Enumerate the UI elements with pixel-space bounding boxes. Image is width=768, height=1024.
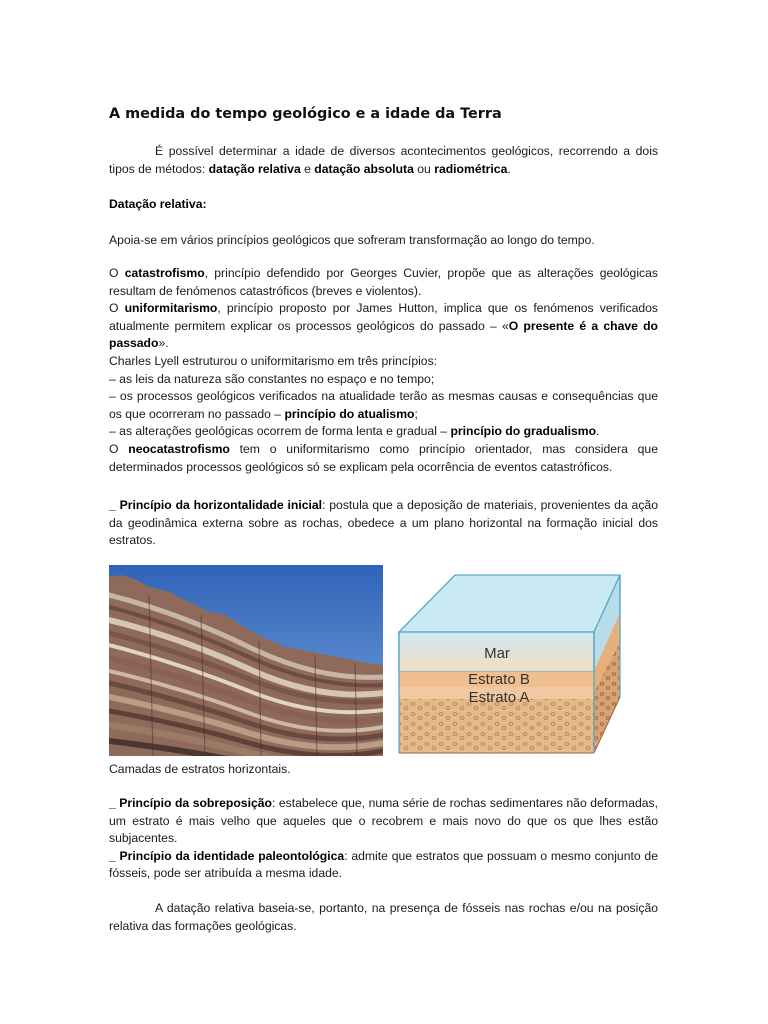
horizontalidade-text: : postula que a deposição de materiais, provenientes da ação da geodinâmica externa sobre as rochas, obedece a um plano horizontal na formação inicial dos estratos. bbox=[109, 498, 658, 548]
label-estrato-b: Estrato B bbox=[468, 671, 530, 688]
catastrofismo-paragraph bbox=[109, 265, 658, 300]
list-item-2 bbox=[109, 388, 658, 423]
list-item-3-text-2: . bbox=[596, 424, 600, 439]
term-radiometrica: radiométrica bbox=[434, 161, 508, 176]
quote-presente-chave: O presente é a chave do passado bbox=[109, 318, 658, 351]
uniformitarismo-paragraph bbox=[109, 300, 658, 353]
document-title: A medida do tempo geológico e a idade da Terra bbox=[109, 106, 502, 122]
term-datacao-absoluta: datação absoluta bbox=[314, 161, 414, 176]
intro-text-3: ou bbox=[413, 161, 435, 176]
neocatastrofismo-text-1: O bbox=[109, 441, 129, 456]
neocatastrofismo-paragraph bbox=[109, 441, 658, 476]
uniformitarismo-text-2: , princípio proposto por James Hutton, implica que os fenómenos verificados atualmente permitem explicar os processos geológicos do passado – « bbox=[109, 301, 658, 333]
figure-caption: Camadas de estratos horizontais. bbox=[109, 762, 291, 776]
cliff-strata-photo bbox=[109, 565, 383, 756]
figure-row bbox=[109, 565, 658, 757]
list-item-1: – as leis da natureza são constantes no espaço e no tempo; bbox=[109, 371, 435, 386]
lyell-paragraph: Charles Lyell estruturou o uniformitarismo em três princípios: bbox=[109, 353, 438, 368]
term-datacao-relativa: datação relativa bbox=[208, 161, 301, 176]
section-heading bbox=[109, 196, 658, 214]
term-atualismo: princípio do atualismo bbox=[284, 406, 415, 421]
term-horizontalidade: _ Princípio da horizontalidade inicial bbox=[109, 498, 323, 512]
label-estrato-a: Estrato A bbox=[468, 689, 530, 706]
identidade-text: : admite que estratos que possuam o mesmo conjunto de fósseis, pode ser atribuída a mesma idade. bbox=[109, 848, 658, 881]
term-gradualismo: princípio do gradualismo bbox=[450, 424, 597, 439]
apoia-paragraph: Apoia-se em vários princípios geológicos que sofreram transformação ao longo do tempo. bbox=[109, 233, 595, 247]
list-item-3-text-1: – as alterações geológicas ocorrem de forma lenta e gradual – bbox=[109, 424, 451, 439]
identidade-paragraph bbox=[109, 848, 658, 883]
uniformitarismo-text-3: ». bbox=[158, 336, 169, 351]
term-neocatastrofismo: neocatastrofismo bbox=[128, 441, 230, 456]
intro-text-1: É possível determinar a idade de diversos acontecimentos geológicos, recorrendo a dois tipos de métodos: bbox=[109, 144, 658, 176]
list-item-2-text-1: – os processos geológicos verificados na atualidade terão as mesmas causas e consequências que os que ocorreram no passado – bbox=[109, 389, 658, 421]
uniformitarismo-text-1: O bbox=[109, 301, 125, 316]
intro-text-4: . bbox=[507, 161, 511, 176]
catastrofismo-text-1: O bbox=[109, 266, 125, 280]
sobreposicao-text: : estabelece que, numa série de rochas sedimentares não deformadas, um estrato é mais velho que aqueles que o recobrem e mais novo do que os que lhes estão subjacentes. bbox=[109, 796, 659, 846]
principles-block-2 bbox=[109, 795, 658, 883]
catastrofismo-text-2: , princípio defendido por Georges Cuvier, propõe que as alterações geológicas resultam de fenómenos catastróficos (breves e violentos). bbox=[109, 266, 658, 298]
conclusao-paragraph: A datação relativa baseia-se, portanto, na presença de fósseis nas rochas e/ou na posição relativa das formações geológicas. bbox=[109, 901, 658, 933]
sobreposicao-paragraph bbox=[109, 795, 658, 848]
neocatastrofismo-text-2: tem o uniformitarismo como princípio orientador, mas considera que determinados processos geológicos só se explicam pela ocorrência de eventos catastróficos. bbox=[109, 441, 658, 474]
section-heading-text: Datação relativa: bbox=[109, 197, 207, 211]
term-sobreposicao: _ Princípio da sobreposição bbox=[109, 796, 272, 810]
list-item-3 bbox=[109, 423, 658, 441]
term-uniformitarismo: uniformitarismo bbox=[124, 301, 218, 316]
label-mar: Mar bbox=[484, 645, 510, 662]
term-catastrofismo: catastrofismo bbox=[124, 266, 205, 280]
intro-paragraph bbox=[109, 143, 658, 178]
principles-block bbox=[109, 265, 658, 476]
intro-text-2: e bbox=[300, 161, 315, 176]
list-item-2-text-2: ; bbox=[414, 406, 418, 421]
term-identidade-paleontologica: _ Princípio da identidade paleontológica bbox=[109, 848, 345, 863]
horizontalidade-paragraph bbox=[109, 497, 658, 550]
strata-diagram bbox=[395, 571, 640, 757]
